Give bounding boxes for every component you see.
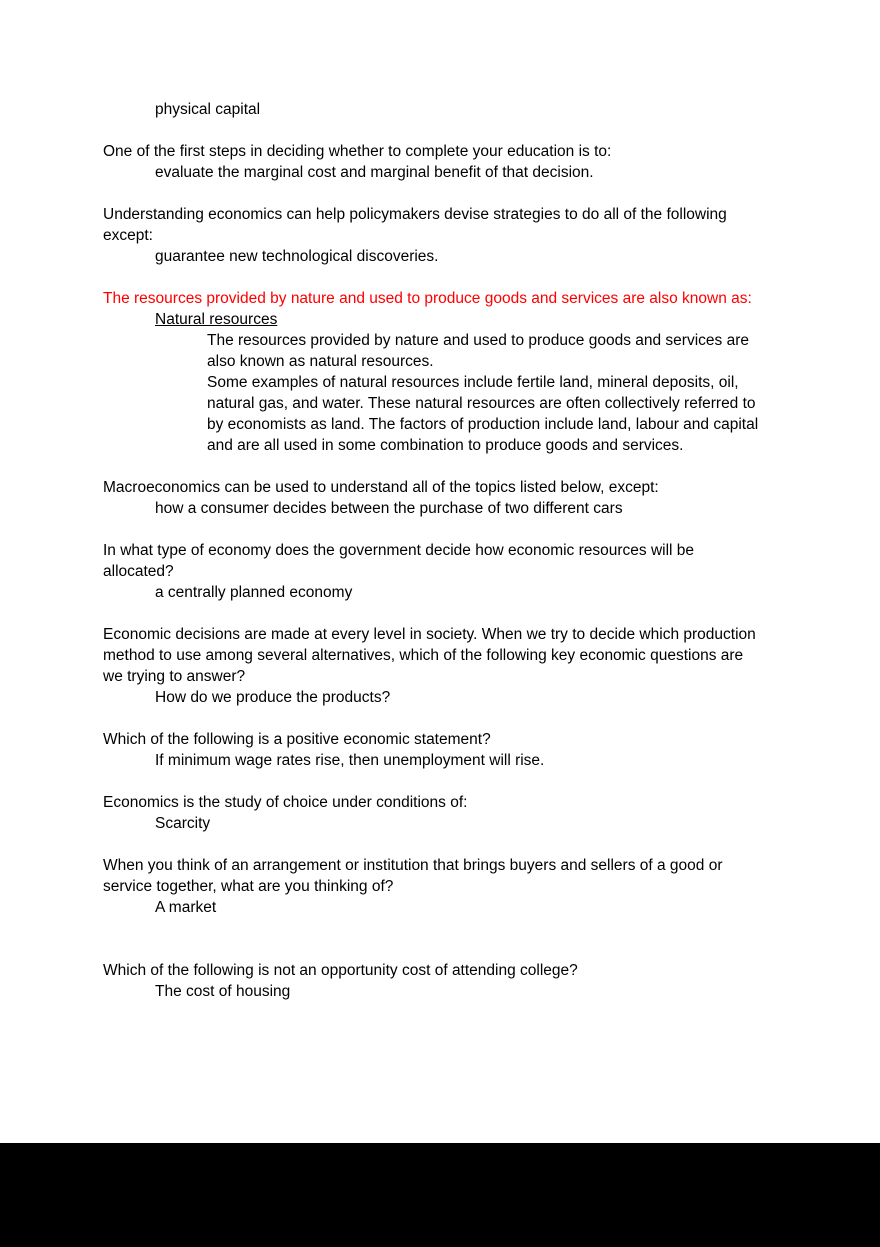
blank-line xyxy=(0,456,880,477)
doc-line: The resources provided by nature and used to produce goods and services are xyxy=(207,332,749,349)
doc-line: method to use among several alternatives, which of the following key economic questions are xyxy=(103,647,744,664)
doc-line: Scarcity xyxy=(155,815,211,832)
doc-line: natural gas, and water. These natural resources are often collectively referred to xyxy=(207,395,756,412)
viewer-bottom-gap xyxy=(0,1143,880,1247)
document-content xyxy=(0,99,880,1002)
blank-line xyxy=(0,603,880,624)
doc-line: Macroeconomics can be used to understand all of the topics listed below, except: xyxy=(103,479,659,496)
doc-line: and are all used in some combination to produce goods and services. xyxy=(207,437,684,454)
doc-line: How do we produce the products? xyxy=(155,689,391,706)
doc-line: The cost of housing xyxy=(155,983,291,1000)
blank-line xyxy=(0,939,880,960)
doc-line: Some examples of natural resources include fertile land, mineral deposits, oil, xyxy=(207,374,739,391)
doc-line: physical capital xyxy=(155,101,261,118)
blank-line xyxy=(0,519,880,540)
blank-line xyxy=(0,708,880,729)
doc-line: by economists as land. The factors of production include land, labour and capital xyxy=(207,416,759,433)
blank-line xyxy=(0,834,880,855)
question-line-highlighted: The resources provided by nature and used to produce goods and services are also known as: xyxy=(103,290,752,307)
doc-line: also known as natural resources. xyxy=(207,353,434,370)
doc-line: service together, what are you thinking of? xyxy=(103,878,394,895)
doc-line: guarantee new technological discoveries. xyxy=(155,248,439,265)
doc-line: we trying to answer? xyxy=(103,668,246,685)
doc-line: One of the first steps in deciding whether to complete your education is to: xyxy=(103,143,612,160)
blank-line xyxy=(0,771,880,792)
doc-line: If minimum wage rates rise, then unemployment will rise. xyxy=(155,752,545,769)
doc-line: Which of the following is not an opportunity cost of attending college? xyxy=(103,962,578,979)
doc-line: In what type of economy does the government decide how economic resources will be xyxy=(103,542,695,559)
doc-line: a centrally planned economy xyxy=(155,584,353,601)
doc-line: Economics is the study of choice under conditions of: xyxy=(103,794,468,811)
answer-line-underlined xyxy=(0,309,880,330)
doc-line: When you think of an arrangement or institution that brings buyers and sellers of a good or xyxy=(103,857,723,874)
underlined-text: Natural resources xyxy=(155,311,278,328)
doc-line: Economic decisions are made at every level in society. When we try to decide which production xyxy=(103,626,756,643)
doc-line: evaluate the marginal cost and marginal benefit of that decision. xyxy=(155,164,594,181)
doc-line: A market xyxy=(155,899,217,916)
blank-line xyxy=(0,918,880,939)
doc-line: Understanding economics can help policymakers devise strategies to do all of the following xyxy=(103,206,727,223)
doc-line: how a consumer decides between the purchase of two different cars xyxy=(155,500,623,517)
blank-line xyxy=(0,183,880,204)
doc-line: except: xyxy=(103,227,153,244)
doc-line: allocated? xyxy=(103,563,174,580)
doc-line: Which of the following is a positive economic statement? xyxy=(103,731,491,748)
blank-line xyxy=(0,120,880,141)
blank-line xyxy=(0,267,880,288)
